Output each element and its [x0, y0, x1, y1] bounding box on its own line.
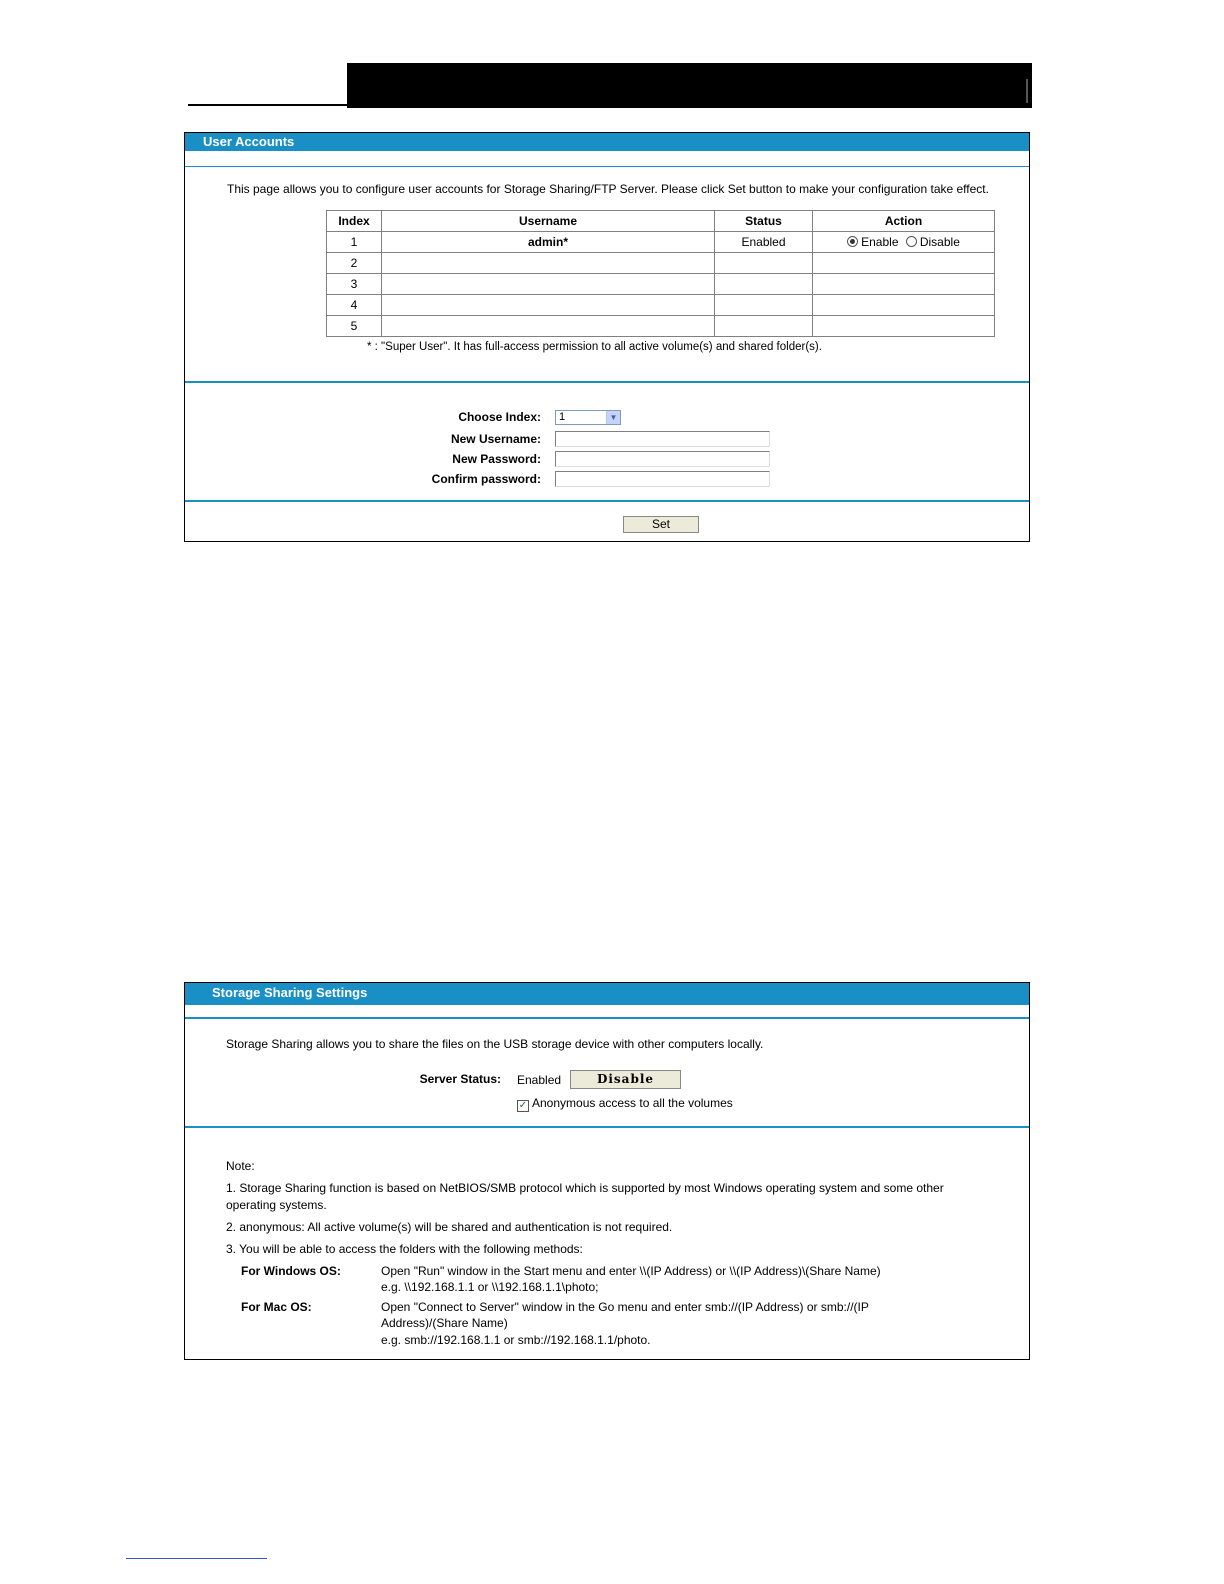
anonymous-access-checkbox[interactable]: ✓ [518, 1100, 528, 1111]
new-password-input[interactable] [555, 451, 770, 467]
row-status [715, 253, 813, 274]
header-bar [347, 63, 1032, 108]
note-1-line-2: operating systems. [226, 1198, 327, 1212]
disable-button[interactable]: Disable [570, 1070, 681, 1089]
disable-label: Disable [919, 235, 960, 249]
row-index: 5 [327, 316, 382, 337]
divider [185, 381, 1029, 383]
header-index: Index [327, 211, 382, 232]
row-status: Enabled [715, 232, 813, 253]
anonymous-access-label: Anonymous access to all the volumes [532, 1096, 733, 1110]
row-status [715, 295, 813, 316]
chevron-down-icon[interactable]: ▼ [606, 411, 620, 424]
table-row [327, 295, 995, 316]
row-username [382, 316, 715, 337]
table-header-row [327, 211, 995, 232]
choose-index-label: Choose Index: [458, 410, 541, 424]
footer-link-underline [126, 1558, 267, 1559]
user-accounts-title: User Accounts [185, 133, 1029, 151]
note-3: 3. You will be able to access the folders with the following methods: [226, 1242, 583, 1256]
storage-sharing-title: Storage Sharing Settings [185, 983, 1029, 1005]
row-username [382, 295, 715, 316]
new-password-label: New Password: [452, 452, 541, 466]
header-status: Status [715, 211, 813, 232]
super-user-footnote: * : "Super User". It has full-access permission to all active volume(s) and shared folder(s). [367, 341, 822, 353]
table-row [327, 274, 995, 295]
row-index: 2 [327, 253, 382, 274]
mac-os-label: For Mac OS: [241, 1300, 312, 1314]
row-index: 3 [327, 274, 382, 295]
row-action [813, 232, 995, 253]
divider [185, 1017, 1029, 1019]
note-1-line-1: 1. Storage Sharing function is based on NetBIOS/SMB protocol which is supported by most Windows operating system and some other [226, 1181, 944, 1195]
storage-sharing-panel [184, 982, 1030, 1360]
set-button[interactable]: Set [623, 516, 699, 533]
mac-os-line-3: e.g. smb://192.168.1.1 or smb://192.168.1.1/photo. [381, 1333, 651, 1347]
note-title: Note: [226, 1159, 255, 1173]
row-action [813, 274, 995, 295]
row-action [813, 253, 995, 274]
enable-label: Enable [861, 235, 899, 249]
confirm-password-input[interactable] [555, 471, 770, 487]
anonymous-access-row [517, 1096, 733, 1112]
header-underline [188, 104, 350, 106]
header-action: Action [813, 211, 995, 232]
choose-index-select[interactable] [555, 410, 621, 425]
new-username-label: New Username: [450, 432, 541, 446]
row-status [715, 274, 813, 295]
divider [185, 1126, 1029, 1128]
header-username: Username [382, 211, 715, 232]
storage-sharing-description: Storage Sharing allows you to share the files on the USB storage device with other computers locally. [226, 1037, 764, 1051]
row-username: admin* [382, 232, 715, 253]
user-accounts-panel [184, 132, 1030, 542]
table-row [327, 253, 995, 274]
choose-index-value: 1 [559, 411, 566, 423]
mac-os-line-2: Address)/(Share Name) [381, 1316, 508, 1330]
server-status-label: Server Status: [419, 1072, 501, 1086]
enable-radio[interactable] [847, 236, 858, 247]
server-status-value: Enabled [517, 1073, 562, 1087]
row-action [813, 316, 995, 337]
row-index: 1 [327, 232, 382, 253]
divider [185, 166, 1029, 167]
disable-radio[interactable] [906, 236, 917, 247]
row-username [382, 253, 715, 274]
row-index: 4 [327, 295, 382, 316]
confirm-password-label: Confirm password: [431, 472, 541, 486]
table-row [327, 316, 995, 337]
row-action [813, 295, 995, 316]
windows-os-line-2: e.g. \\192.168.1.1 or \\192.168.1.1\photo; [381, 1280, 599, 1294]
windows-os-line-1: Open "Run" window in the Start menu and enter \\(IP Address) or \\(IP Address)\(Share Name) [381, 1264, 881, 1278]
row-status [715, 316, 813, 337]
divider [185, 500, 1029, 502]
user-accounts-description: This page allows you to configure user accounts for Storage Sharing/FTP Server. Please click Set button to make your configuration take effect. [227, 182, 989, 196]
row-username [382, 274, 715, 295]
note-2: 2. anonymous: All active volume(s) will be shared and authentication is not required. [226, 1220, 673, 1234]
user-accounts-table [326, 210, 995, 337]
header-bar-tick [1026, 79, 1028, 103]
table-row [327, 232, 995, 253]
windows-os-label: For Windows OS: [241, 1264, 341, 1278]
new-username-input[interactable] [555, 431, 770, 447]
mac-os-line-1: Open "Connect to Server" window in the Go menu and enter smb://(IP Address) or smb://(IP [381, 1300, 869, 1314]
